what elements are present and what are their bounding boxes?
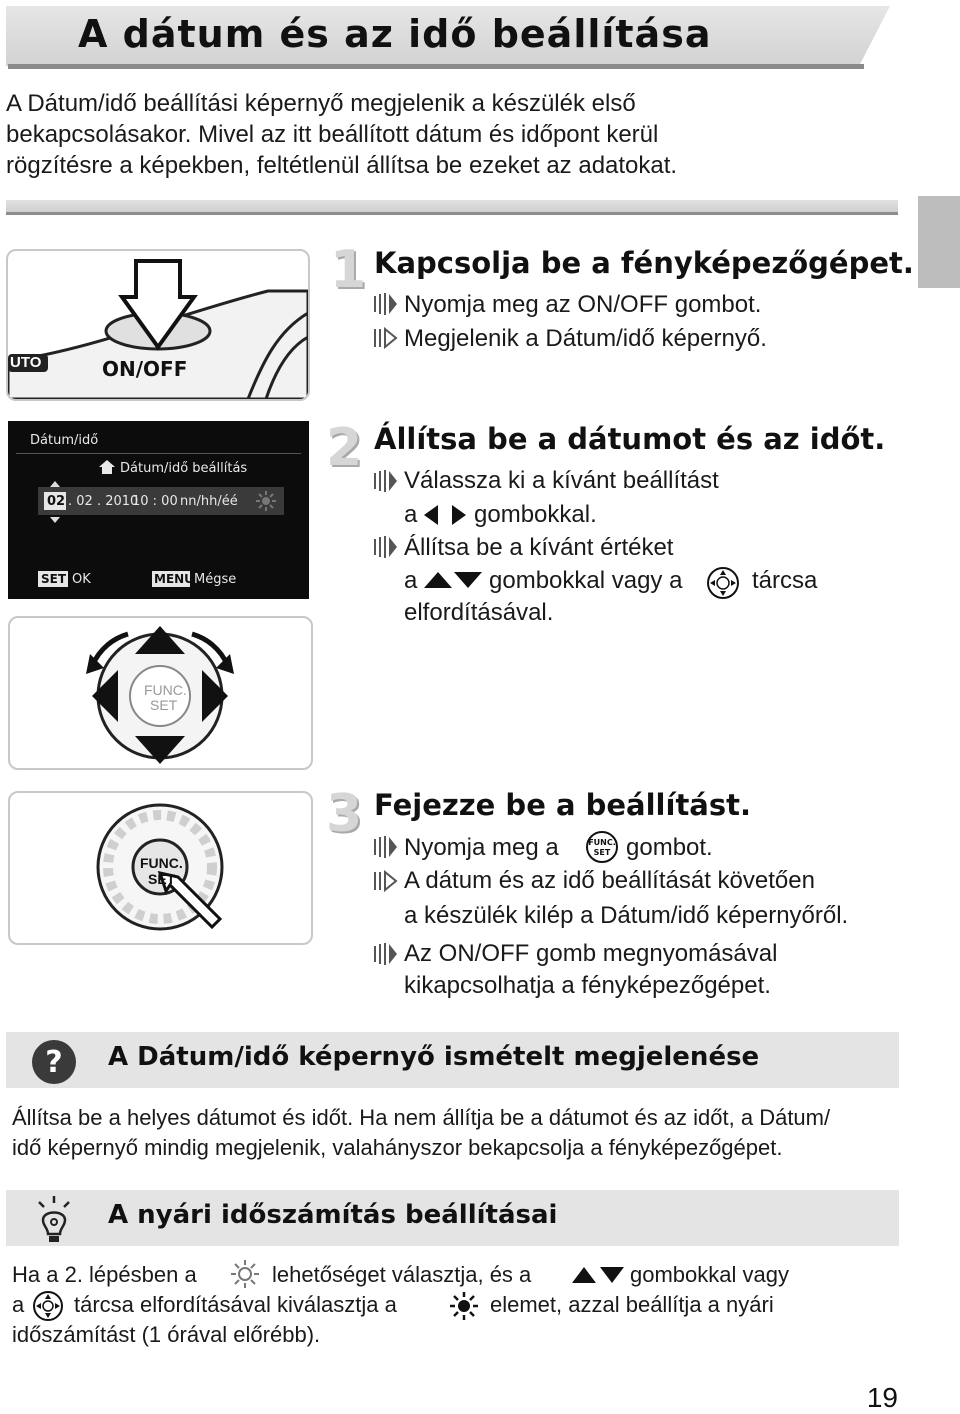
power-label: ON/OFF — [102, 357, 188, 381]
day-field[interactable]: 02 — [47, 494, 66, 509]
up-arrow-icon — [50, 481, 60, 487]
func-set-button-icon — [584, 830, 620, 864]
intro-line: A Dátum/idő beállítási képernyő megjelenik a készülék első — [6, 90, 636, 117]
step-line: a készülék kilép a Dátum/idő képernyőről. — [404, 902, 849, 929]
note-text: Ha a 2. lépésben a — [12, 1262, 197, 1287]
month-year-field[interactable]: . 02 . 2010 — [68, 494, 139, 509]
func-set-illustration — [8, 791, 313, 945]
screen-header: Dátum/idő — [30, 433, 99, 448]
step-heading: Fejezze be a beállítást. — [374, 788, 752, 822]
format-field[interactable]: nn/hh/éé — [180, 494, 238, 509]
page-number: 19 — [866, 1382, 898, 1413]
note-title: A Dátum/idő képernyő ismételt megjelenése — [108, 1042, 760, 1072]
cancel-label: Mégse — [194, 572, 237, 587]
svg-text:FUNC.: FUNC. — [588, 838, 616, 847]
note-text: Állítsa be a helyes dátumot és időt. Ha nem állítja be a dátumot és az időt, a Dátum/ — [12, 1105, 831, 1130]
sun-icon[interactable] — [256, 491, 276, 511]
step-line: a — [404, 501, 418, 528]
step-line: Megjelenik a Dátum/idő képernyő. — [404, 325, 767, 352]
ok-label: OK — [72, 572, 91, 587]
date-time-screen — [8, 421, 309, 599]
left-right-arrows-icon — [424, 504, 466, 526]
screen-subheader: Dátum/idő beállítás — [120, 461, 248, 476]
step-heading: Kapcsolja be a fényképezőgépet. — [374, 246, 914, 280]
action-bullet-icon — [372, 291, 398, 317]
step-line: gombokkal. — [474, 501, 597, 528]
down-arrow-icon — [50, 517, 60, 523]
control-dial-small-icon — [32, 1290, 64, 1322]
set-button-label: SET — [148, 871, 176, 887]
step-number: 1 — [330, 240, 367, 300]
step-number: 2 — [326, 418, 363, 478]
step-heading: Állítsa be a dátumot és az időt. — [374, 422, 886, 456]
dial-center-label: FUNC. — [144, 682, 187, 698]
dial-center-label-2: SET — [150, 697, 178, 713]
action-bullet-icon — [372, 534, 398, 560]
step-line: gombot. — [626, 834, 713, 861]
page-title: A dátum és az idő beállítása — [78, 12, 712, 56]
mode-label: UTO — [10, 354, 42, 371]
note-text: a — [12, 1292, 25, 1317]
action-bullet-icon — [372, 468, 398, 494]
menu-key-label: MENU — [154, 572, 194, 586]
up-down-arrows-icon — [572, 1266, 624, 1284]
power-button-illustration — [6, 249, 310, 401]
note-text: időszámítást (1 órával előrébb). — [12, 1322, 321, 1347]
section-divider — [6, 200, 898, 215]
set-key-label: SET — [41, 572, 67, 586]
func-button-label: FUNC. — [140, 855, 183, 871]
note-title: A nyári időszámítás beállításai — [108, 1200, 558, 1230]
screen-divider — [16, 453, 301, 454]
title-banner-shadow — [8, 64, 864, 69]
result-bullet-icon — [372, 325, 398, 351]
step-line: a — [404, 567, 418, 594]
intro-line: rögzítésre a képekben, feltétlenül állítsa be ezeket az adatokat. — [6, 152, 678, 179]
tip-bulb-icon — [34, 1194, 74, 1244]
control-dial-small-icon — [706, 566, 740, 600]
note-text: elemet, azzal beállítja a nyári — [490, 1292, 774, 1317]
step-line: Nyomja meg a — [404, 834, 559, 861]
intro-paragraph — [6, 88, 766, 181]
sun-filled-icon — [450, 1292, 478, 1320]
step-line: elfordításával. — [404, 599, 554, 626]
result-bullet-icon — [372, 868, 398, 894]
side-tab — [918, 196, 960, 288]
step-line: Állítsa be a kívánt értéket — [404, 534, 674, 561]
note-text: gombokkal vagy — [630, 1262, 789, 1287]
sun-outline-icon — [231, 1260, 259, 1288]
note-text: tárcsa elfordításával kiválasztja a — [74, 1292, 397, 1317]
svg-text:SET: SET — [593, 848, 611, 857]
step-line: Válassza ki a kívánt beállítást — [404, 467, 719, 494]
step-line: Az ON/OFF gomb megnyomásával — [404, 940, 778, 967]
intro-line: bekapcsolásakor. Mivel az itt beállított dátum és időpont kerül — [6, 121, 659, 148]
note-text: idő képernyő mindig megjelenik, valahányszor bekapcsolja a fényképezőgépet. — [12, 1135, 783, 1160]
step-line: kikapcsolhatja a fényképezőgépet. — [404, 972, 771, 999]
step-line: Nyomja meg az ON/OFF gombot. — [404, 291, 762, 318]
up-down-arrows-icon — [424, 570, 482, 590]
action-bullet-icon — [372, 941, 398, 967]
svg-text:?: ? — [45, 1045, 63, 1080]
step-line: gombokkal vagy a — [489, 567, 683, 594]
note-text: lehetőséget választja, és a — [272, 1262, 532, 1287]
home-icon — [98, 459, 116, 475]
step-number: 3 — [326, 784, 363, 844]
question-icon — [30, 1038, 78, 1086]
step-line: A dátum és az idő beállítását követően — [404, 867, 815, 894]
action-bullet-icon — [372, 834, 398, 860]
control-dial-illustration — [8, 616, 313, 770]
step-line: tárcsa — [752, 567, 818, 594]
time-field[interactable]: 10 : 00 — [132, 494, 178, 509]
